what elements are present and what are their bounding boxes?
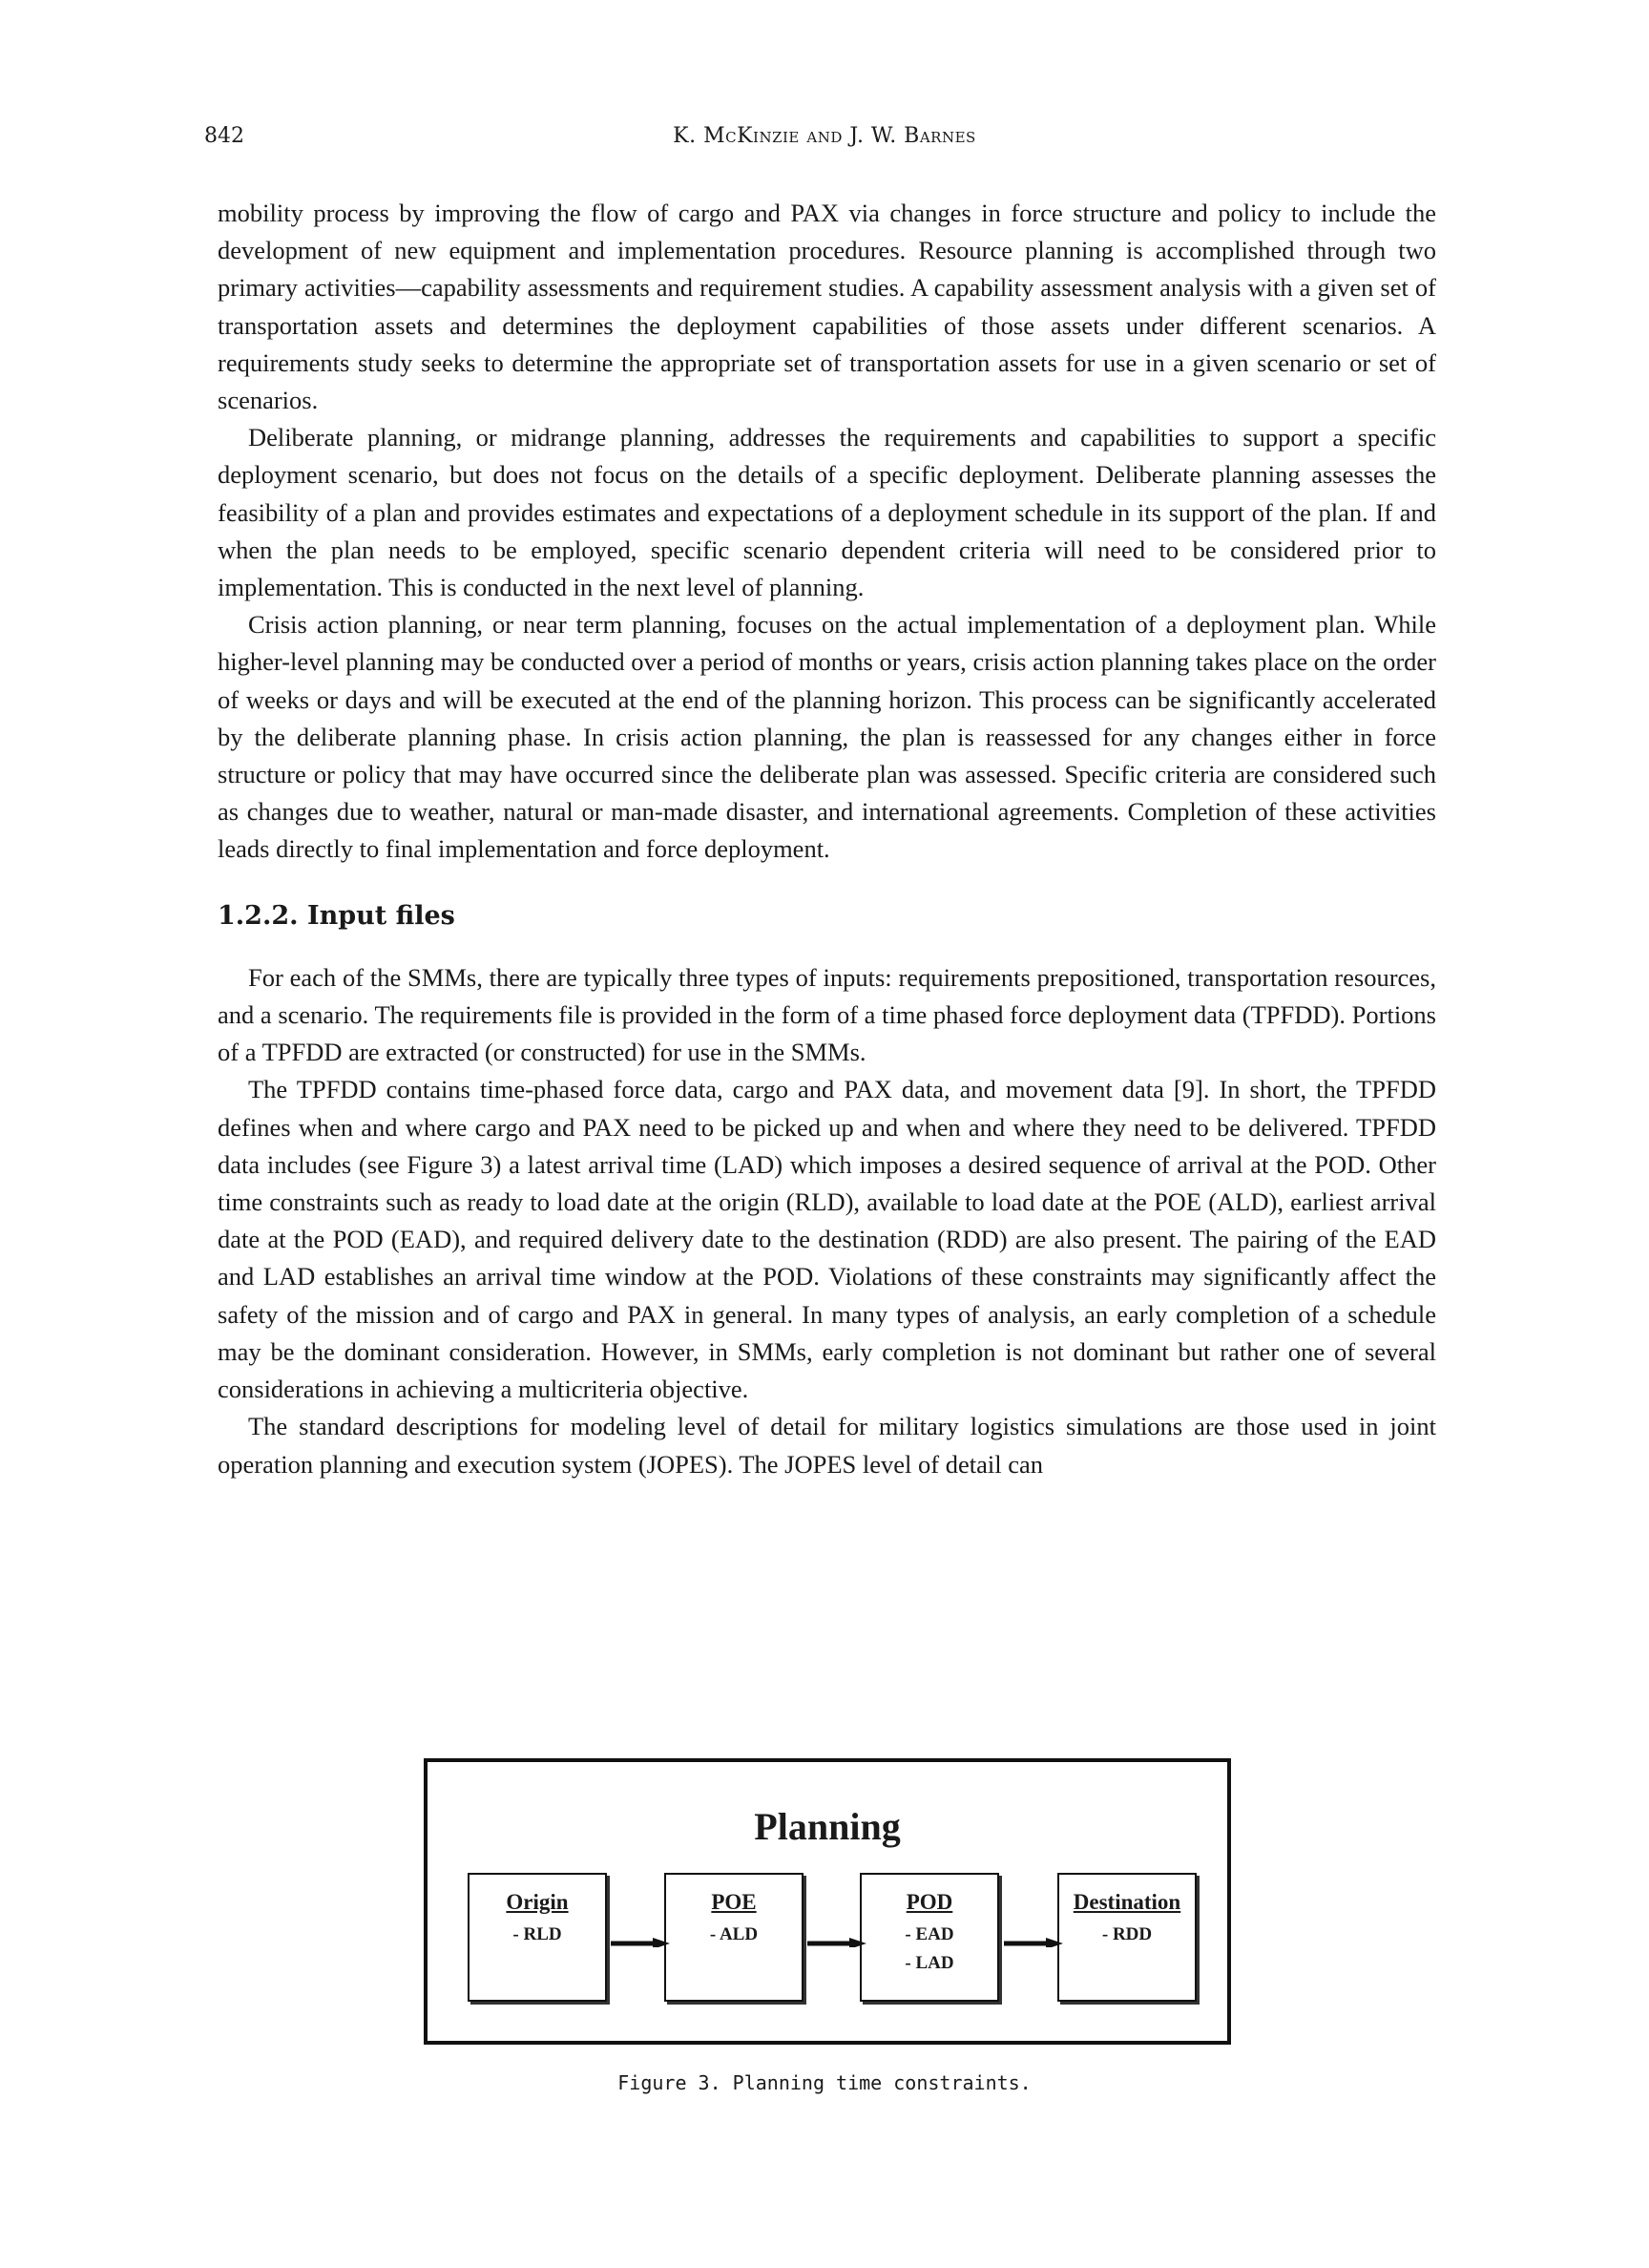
figure-caption: Figure 3. Planning time constraints.: [617, 2071, 1032, 2094]
paragraph: Deliberate planning, or midrange planning, addresses the requirements and capabilities to support a specific deployment scenario, but does not focus on the details of a specific deployment. Deliberate planning assesses the feasibility of a plan and provides estimates and expectations of a deployment schedule in its support of the plan. If and when the plan needs to be employed, specific scenario dependent criteria will need to be considered prior to implementation. This is conducted in the next level of planning.: [218, 423, 1436, 602]
box-line: - RLD: [512, 1924, 562, 1944]
paragraph: mobility process by improving the flow of cargo and PAX via changes in force structure and policy to include the development of new equipment and implementation procedures. Resource planning is accomplished through two primary activities—capability assessments and requirement studies. A capability assessment analysis with a given set of transportation assets and determines the deployment capabilities of those assets under different scenarios. A requirements study seeks to determine the appropriate set of transportation assets for use in a given scenario or set of scenarios.: [218, 199, 1436, 415]
figure-title: Planning: [754, 1805, 901, 1848]
poe-box: [664, 1873, 804, 2002]
box-title: POE: [711, 1890, 757, 1914]
page-number: 842: [204, 124, 244, 148]
box-title: POD: [906, 1890, 953, 1914]
box-line: - LAD: [905, 1953, 954, 1973]
planning-figure: [424, 1758, 1231, 2045]
paragraph: The TPFDD contains time-phased force data, cargo and PAX data, and movement data [9]. In short, the TPFDD defines when and where cargo and PAX need to be picked up and when and where they need to be delivered. TPFDD data includes (see Figure 3) a latest arrival time (LAD) which imposes a desired sequence of arrival at the POD. Other time constraints such as ready to load date at the origin (RLD), available to load date at the POE (ALD), earliest arrival date at the POD (EAD), and required delivery date to the destination (RDD) are also present. The pairing of the EAD and LAD establishes an arrival time window at the POD. Violations of these constraints may significantly affect the safety of the mission and of cargo and PAX in general. In many types of analysis, an early completion of a schedule may be the dominant consideration. However, in SMMs, early completion is not dominant but rather one of several considerations in achieving a multicriteria objective.: [218, 1075, 1436, 1404]
box-line: - EAD: [905, 1924, 954, 1944]
pod-box: [860, 1873, 999, 2002]
paragraph: For each of the SMMs, there are typically three types of inputs: requirements prepositioned, transportation resources, and a scenario. The requirements file is provided in the form of a time phased force deployment data (TPFDD). Portions of a TPFDD are extracted (or constructed) for use in the SMMs.: [218, 962, 1436, 1067]
page-header: [0, 124, 1649, 162]
section-heading: 1.2.2. Input files: [218, 900, 455, 931]
origin-box: [468, 1873, 607, 2002]
destination-box: [1057, 1873, 1197, 2002]
paragraph: The standard descriptions for modeling level of detail for military logistics simulations are those used in joint operation planning and execution system (JOPES). The JOPES level of detail can: [218, 1412, 1436, 1479]
box-title: Destination: [1073, 1890, 1181, 1914]
running-head: K. McKinzie and J. W. Barnes: [673, 124, 976, 148]
arrow-right-icon: [611, 1938, 670, 1947]
box-title: Origin: [506, 1890, 569, 1914]
paragraph: Crisis action planning, or near term planning, focuses on the actual implementation of a deployment plan. While higher-level planning may be conducted over a period of months or years, crisis action planning takes place on the order of weeks or days and will be executed at the end of the planning horizon. This process can be significantly accelerated by the deliberate planning phase. In crisis action planning, the plan is reassessed for any changes either in force structure or policy that may have occurred since the deliberate plan was assessed. Specific criteria are considered such as changes due to weather, natural or man-made disaster, and international agreements. Completion of these activities leads directly to final implementation and force deployment.: [218, 610, 1436, 864]
arrow-right-icon: [1004, 1938, 1063, 1947]
body-text: [218, 195, 1436, 1483]
arrow-right-icon: [807, 1938, 866, 1947]
box-line: - ALD: [709, 1924, 759, 1944]
box-line: - RDD: [1101, 1924, 1153, 1944]
